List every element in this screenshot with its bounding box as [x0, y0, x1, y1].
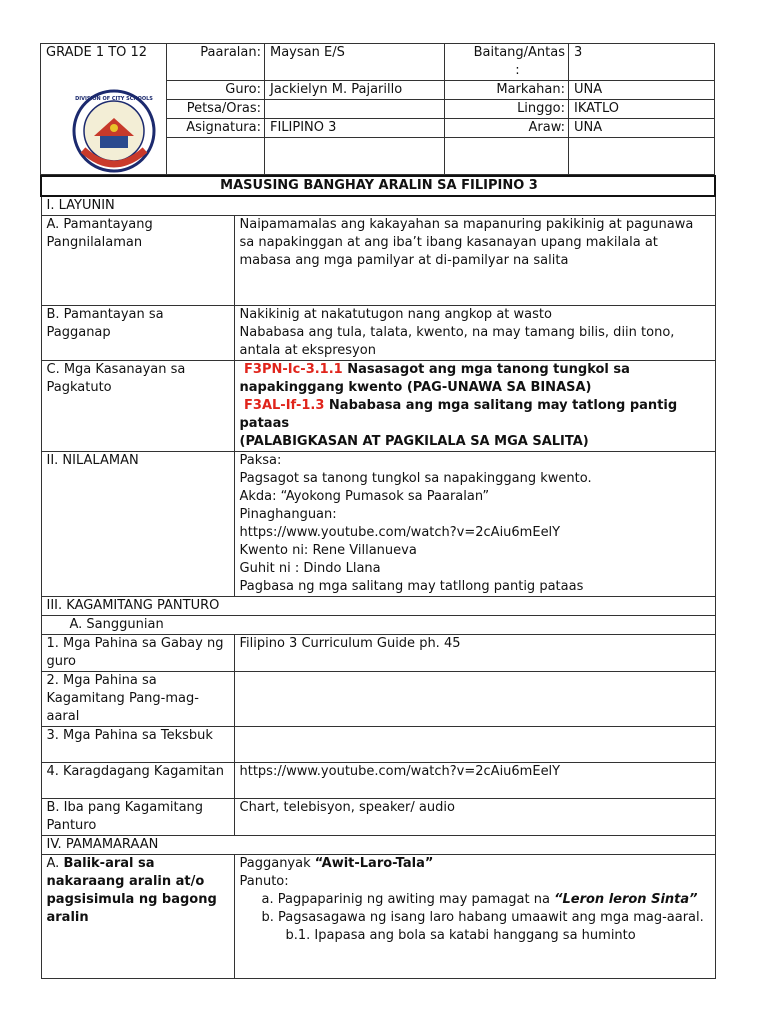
nilalaman-label: II. NILALAMAN [41, 452, 234, 597]
gabay-guro-value: Filipino 3 Curriculum Guide ph. 45 [234, 635, 715, 672]
karagdagang-kagamitan-value: https://www.youtube.com/watch?v=2cAiu6mEelY [234, 763, 715, 799]
iba-pang-kagamitan-label: B. Iba pang Kagamitang Panturo [41, 799, 234, 836]
kasanayan-text: F3PN-Ic-3.1.1 Nasasagot ang mga tanong tungkol sa napakinggang kwento (PAG-UNAWA SA BINASA) F3AL-If-1.3 Nababasa ang mga salitang may tatlong pantig pataas (PALABIGKASAN AT PAGKILALA SA MGA SALITA) [234, 361, 715, 452]
school-seal-logo [71, 88, 157, 174]
paaralan-label: Paaralan: [167, 44, 265, 81]
araw-label: Araw: [445, 119, 569, 138]
linggo-value: IKATLO [569, 100, 715, 119]
header-table [40, 43, 715, 175]
iba-pang-kagamitan-value: Chart, telebisyon, speaker/ audio [234, 799, 715, 836]
section-layunin: I. LAYUNIN [41, 196, 715, 216]
pamantayang-pangnilalaman-label: A. Pamantayang Pangnilalaman [41, 216, 234, 306]
kagamitang-mag-aaral-label: 2. Mga Pahina sa Kagamitang Pang-mag-aaral [41, 672, 234, 727]
teksbuk-value [234, 727, 715, 763]
lesson-table [40, 175, 716, 979]
kasanayan-label: C. Mga Kasanayan sa Pagkatuto [41, 361, 234, 452]
karagdagang-kagamitan-label: 4. Karagdagang Kagamitan [41, 763, 234, 799]
kagamitang-mag-aaral-value [234, 672, 715, 727]
pamantayang-pangnilalaman-text: Naipamamalas ang kakayahan sa mapanuring pakikinig at pagunawa sa napakinggan at ang iba’t ibang kasanayan upang makilala at mabasa ang mga pamilyar at di-pamilyar na salita [234, 216, 715, 306]
svg-text:DIVISION OF CITY SCHOOLS: DIVISION OF CITY SCHOOLS [75, 96, 153, 102]
nilalaman-text: Paksa: Pagsagot sa tanong tungkol sa napakinggang kwento. Akda: “Ayokong Pumasok sa Paaralan” Pinaghanguan: https://www.youtube.com/watch?v=2cAiu6mEelY Kwento ni: Rene Villanueva Guhit ni : Dindo Llana Pagbasa ng mga salitang may tatllong pantig pataas [234, 452, 715, 597]
document-title: MASUSING BANGHAY ARALIN SA FILIPINO 3 [41, 176, 715, 196]
linggo-label: Linggo: [445, 100, 569, 119]
sanggunian-label: A. Sanggunian [41, 616, 715, 635]
markahan-value: UNA [569, 81, 715, 100]
petsa-label: Petsa/Oras: [167, 100, 265, 119]
balik-aral-label: A. Balik-aral sa nakaraang aralin at/o pagsisimula ng bagong aralin [41, 855, 234, 979]
section-pamamaraan: IV. PAMAMARAAN [41, 836, 715, 855]
pamantayan-pagganap-text: Nakikinig at nakatutugon nang angkop at wasto Nababasa ang tula, talata, kwento, na may tamang bilis, diin tono, antala at ekspresyon [234, 306, 715, 361]
markahan-label: Markahan: [445, 81, 569, 100]
balik-aral-text: Pagganyak “Awit-Laro-Tala” Panuto: a. Pagpaparinig ng awiting may pamagat na “Leron leron Sinta” b. Pagsasagawa ng isang laro habang umaawit ang mga mag-aaral. b.1. Ipapasa ang bola sa katabi hanggang sa huminto [234, 855, 715, 979]
grade-label: GRADE 1 TO 12 [46, 45, 148, 60]
teksbuk-label: 3. Mga Pahina sa Teksbuk [41, 727, 234, 763]
asignatura-value: FILIPINO 3 [265, 119, 445, 138]
pamantayan-pagganap-label: B. Pamantayan sa Pagganap [41, 306, 234, 361]
paaralan-value: Maysan E/S [265, 44, 445, 81]
grade-cell [41, 44, 167, 175]
section-kagamitan: III. KAGAMITANG PANTURO [41, 597, 715, 616]
araw-value: UNA [569, 119, 715, 138]
lesson-plan-document [40, 43, 714, 979]
guro-label: Guro: [167, 81, 265, 100]
petsa-value [265, 100, 445, 119]
asignatura-label: Asignatura: [167, 119, 265, 138]
gabay-guro-label: 1. Mga Pahina sa Gabay ng guro [41, 635, 234, 672]
guro-value: Jackielyn M. Pajarillo [265, 81, 445, 100]
baitang-label: Baitang/Antas : [445, 44, 569, 81]
baitang-value: 3 [569, 44, 715, 81]
